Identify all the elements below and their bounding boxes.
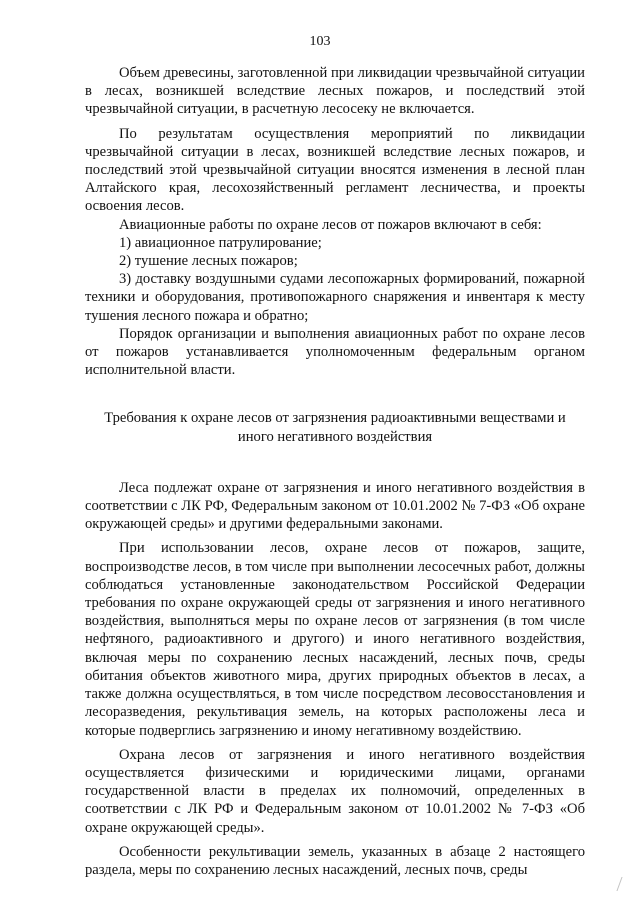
paragraph-reclamation: Особенности рекультивации земель, указанных в абзаце 2 настоящего раздела, меры по сохранению лесных насаждений, лесных почв, среды xyxy=(85,843,585,878)
page-number: 103 xyxy=(309,34,331,49)
paragraph-aviation-intro: Авиационные работы по охране лесов от пожаров включают в себя: xyxy=(119,216,542,233)
paragraph-timber-volume: Объем древесины, заготовленной при ликвидации чрезвычайной ситуации в лесах, возникшей вследствие лесных пожаров, и последствий этой чрезвычайной ситуации, в расчетную лесосеку не включается. xyxy=(85,65,585,118)
list-item-delivery: 3) доставку воздушными судами лесопожарных формирований, пожарной техники и оборудования, противопожарного снаряжения и инвентаря к месту тушения лесного пожара и обратно; xyxy=(85,271,585,324)
section-heading xyxy=(85,409,585,445)
paragraph-forest-plan-changes: По результатам осуществления мероприятий по ликвидации чрезвычайной ситуации в лесах, возникшей вследствие лесных пожаров, и последствий этой чрезвычайной ситуации вносятся изменения в лесной план Алтайского края, лесохозяйственный регламент лесничества, и проекты освоения лесов. xyxy=(85,125,585,215)
list-item-extinguishing: 2) тушение лесных пожаров; xyxy=(119,253,298,270)
paragraph-aviation-order: Порядок организации и выполнения авиационных работ по охране лесов от пожаров устанавливается уполномоченным федеральным органом исполнительной власти. xyxy=(85,325,585,379)
list-item-patrol: 1) авиационное патрулирование; xyxy=(119,234,322,251)
section-heading-line-2: иного негативного воздействия xyxy=(237,428,433,445)
document-body xyxy=(85,64,585,879)
section-heading-line-1: Требования к охране лесов от загрязнения радиоактивными веществами и xyxy=(104,410,566,427)
scan-mark xyxy=(616,877,632,891)
paragraph-protection-actors: Охрана лесов от загрязнения и иного негативного воздействия осуществляется физическими и юридическими лицами, органами государственной власти в пределах их полномочий, определенных в соответствии с ЛК РФ и Федеральным законом от 10.01.2002 № 7-ФЗ «Об охране окружающей среды». xyxy=(85,746,585,836)
paragraph-protection-requirements: При использовании лесов, охране лесов от пожаров, защите, воспроизводстве лесов, в том числе при выполнении лесосечных работ, должны соблюдаться установленные законодательством Российской Федерации требования по охране окружающей среды от загрязнения и иного негативного воздействия, выполняться меры по охране лесов от загрязнения (в том числе нефтяного, радиоактивного и другого) и иного негативного воздействия, включая меры по сохранению лесных насаждений, лесных почв, среды обитания объектов животного мира, других природных объектов в лесах, а также должна осуществляться, в том числе посредством лесовосстановления и лесоразведения, рекультивация земель, на которых расположены леса и которые подверглись загрязнению и иному негативному воздействию. xyxy=(85,540,585,739)
paragraph-protection-law: Леса подлежат охране от загрязнения и иного негативного воздействия в соответствии с ЛК РФ, Федеральным законом от 10.01.2002 № 7-ФЗ «Об охране окружающей среды» и другими федеральными законами. xyxy=(85,479,585,533)
